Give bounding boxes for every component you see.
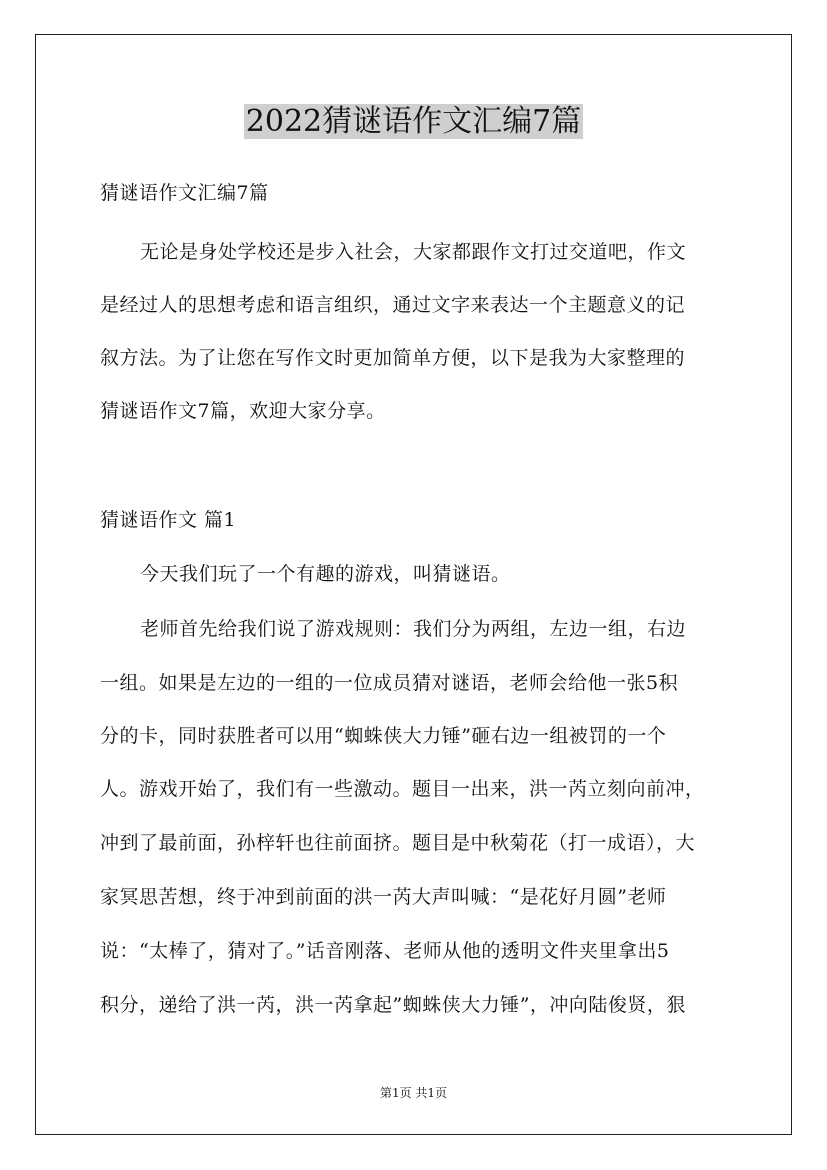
intro-line-4: 猜谜语作文7篇，欢迎大家分享。 — [100, 400, 386, 422]
section-line-9: 积分，递给了洪一芮，洪一芮拿起”蜘蛛侠大力锤”，冲向陆俊贤，狠 — [100, 994, 686, 1016]
section-line-2: 老师首先给我们说了游戏规则：我们分为两组，左边一组，右边 — [140, 618, 687, 640]
intro-line-1: 无论是身处学校还是步入社会，大家都跟作文打过交道吧，作文 — [140, 241, 687, 263]
section-heading: 猜谜语作文 篇1 — [100, 509, 237, 531]
document-subtitle: 猜谜语作文汇编7篇 — [100, 182, 269, 204]
intro-line-2: 是经过人的思想考虑和语言组织，通过文字来表达一个主题意义的记 — [100, 294, 686, 316]
document-title — [0, 102, 827, 142]
document-title-text: 2022猜谜语作文汇编7篇 — [245, 104, 582, 139]
intro-line-3: 叙方法。为了让您在写作文时更加简单方便，以下是我为大家整理的 — [100, 347, 686, 369]
section-line-3: 一组。如果是左边的一组的一位成员猜对谜语，老师会给他一张5积 — [100, 672, 679, 694]
section-line-6: 冲到了最前面，孙梓轩也往前面挤。题目是中秋菊花（打一成语），大 — [100, 832, 696, 854]
section-line-8: 说：“太棒了，猜对了。”话音刚落、老师从他的透明文件夹里拿出5 — [100, 940, 670, 962]
section-line-7: 家冥思苦想，终于冲到前面的洪一芮大声叫喊：“是花好月圆”老师 — [100, 886, 667, 908]
section-line-5: 人。游戏开始了，我们有一些激动。题目一出来，洪一芮立刻向前冲， — [100, 778, 705, 800]
section-line-4: 分的卡，同时获胜者可以用“蜘蛛侠大力锤”砸右边一组被罚的一个 — [100, 725, 667, 747]
page-footer: 第1页 共1页 — [379, 1086, 448, 1100]
section-line-1: 今天我们玩了一个有趣的游戏，叫猜谜语。 — [140, 563, 511, 585]
